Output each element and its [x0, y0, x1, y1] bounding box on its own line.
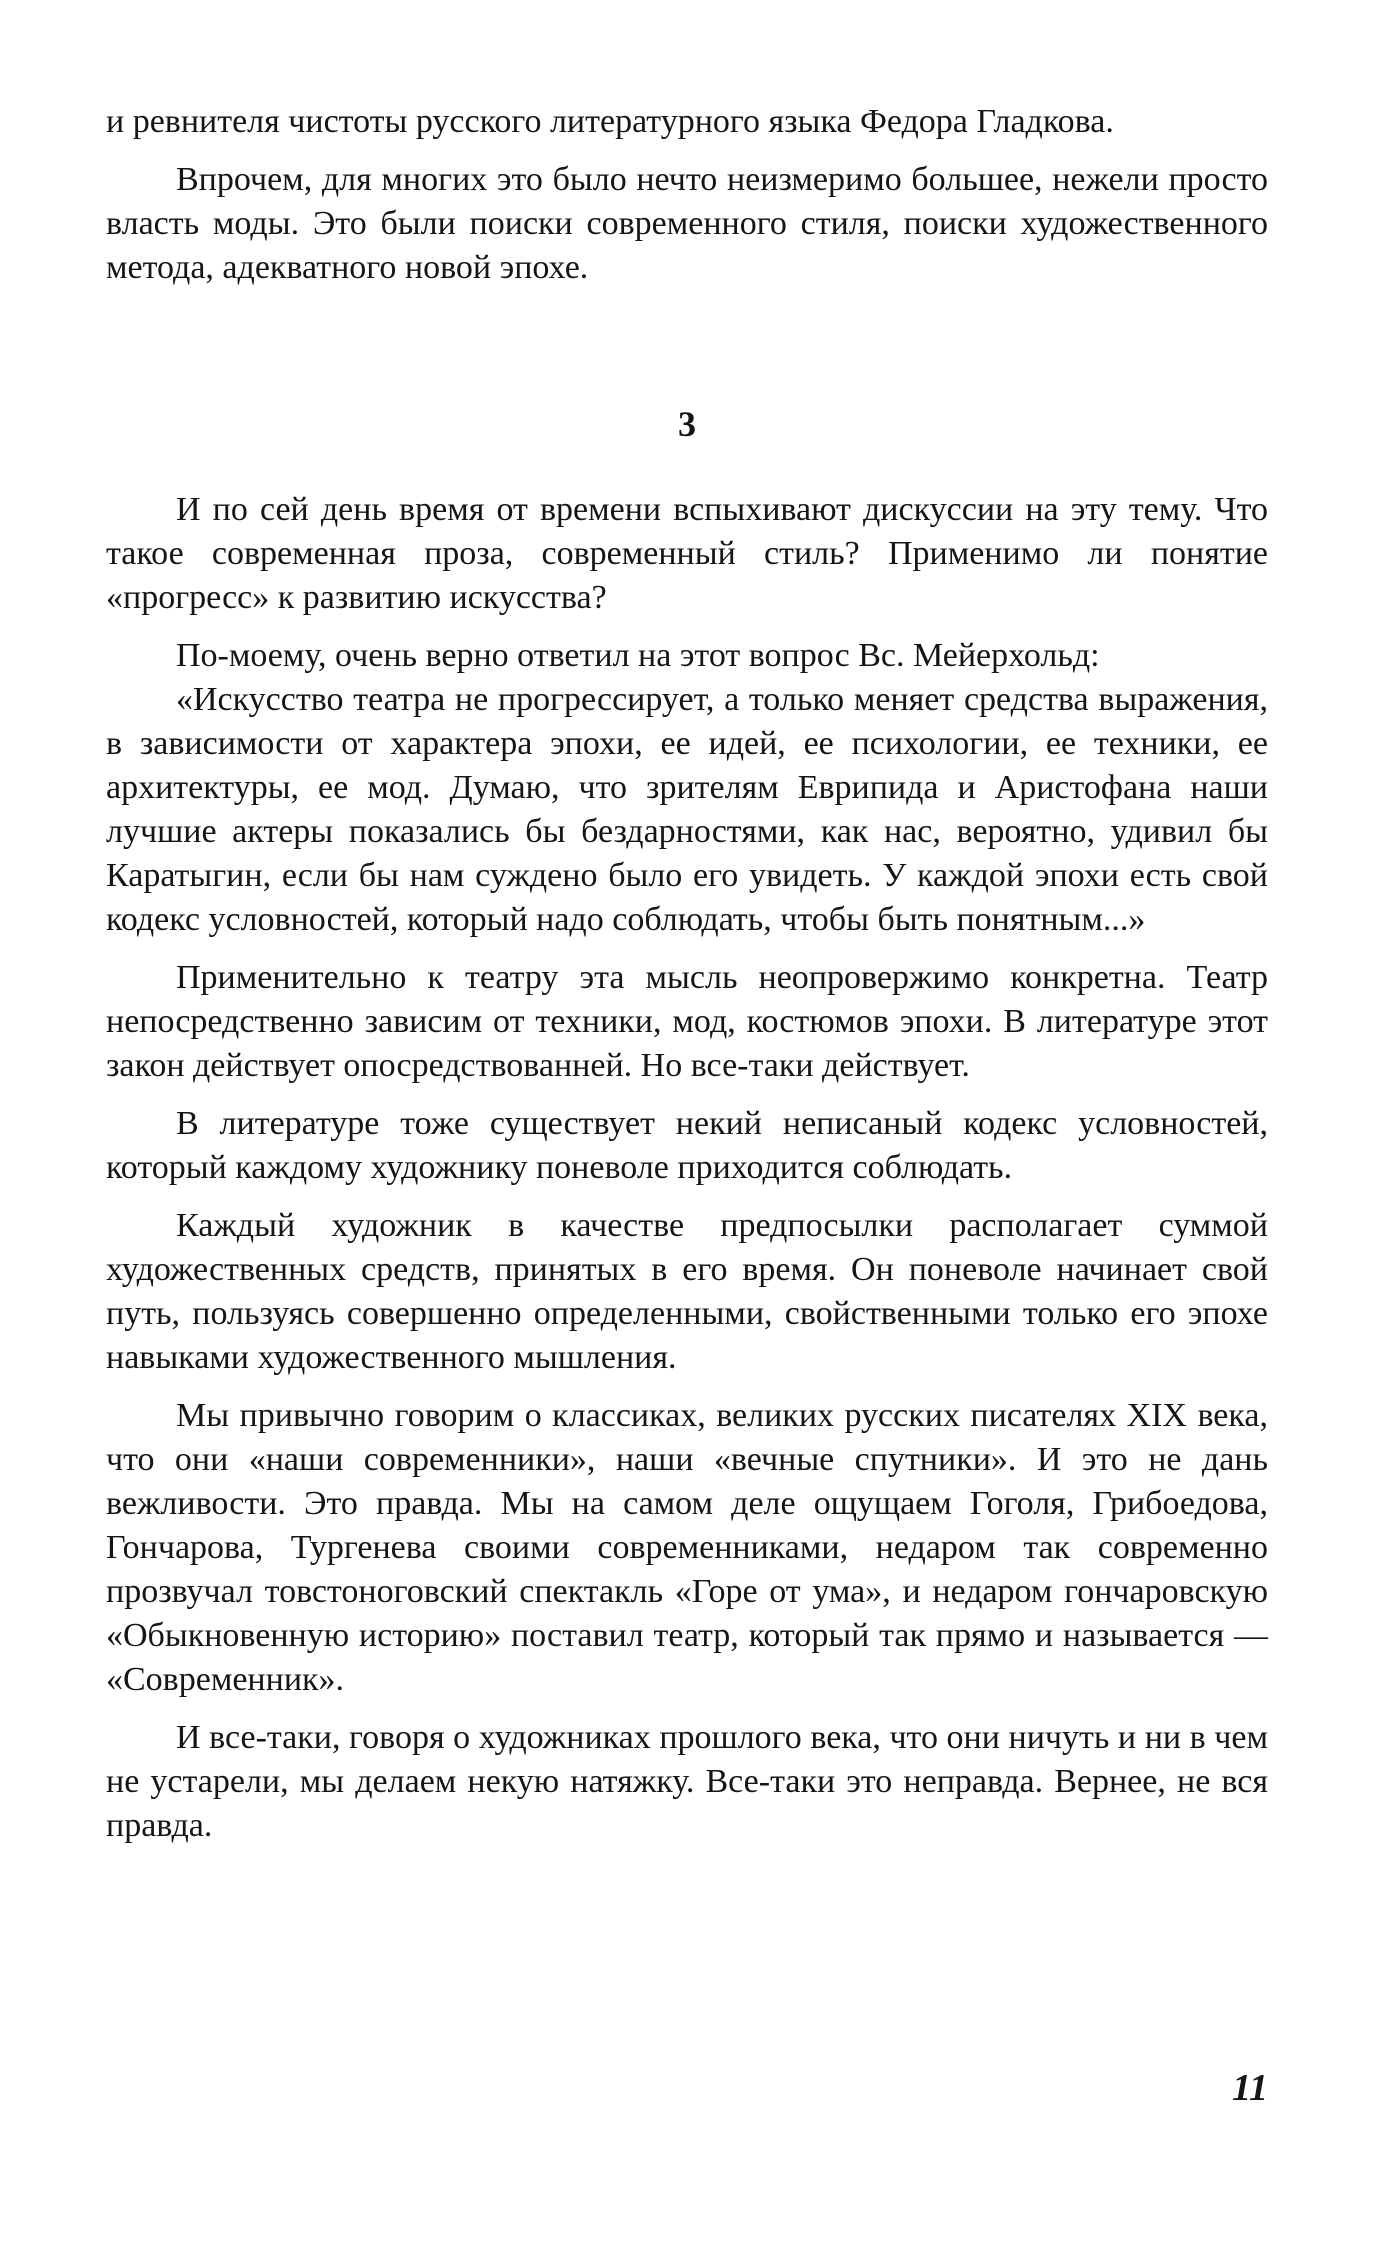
page-body [106, 100, 1268, 1848]
section-number: 3 [678, 404, 696, 444]
paragraph: В литературе тоже существует некий неписаный кодекс условностей, который каждому художнику поневоле приходится соблюдать. [106, 1105, 1268, 1186]
paragraph: И все-таки, говоря о художниках прошлого века, что они ничуть и ни в чем не устарели, мы делаем некую натяжку. Все-таки это неправда. Вернее, не вся правда. [106, 1719, 1268, 1844]
paragraph: Применительно к театру эта мысль неопровержимо конкретна. Театр непосредственно зависим от техники, мод, костюмов эпохи. В литературе этот закон действует опосредствованней. Но все-таки действует. [106, 959, 1268, 1084]
quote-paragraph: «Искусство театра не прогрессирует, а только меняет средства выражения, в зависимости от характера эпохи, ее идей, ее психологии, ее техники, ее архитектуры, ее мод. Думаю, что зрителям Еврипида и Аристофана наши лучшие актеры показались бы бездарностями, как нас, вероятно, удивил бы Каратыгин, если бы нам суждено было его увидеть. У каждой эпохи есть свой кодекс условностей, который надо соблюдать, чтобы быть понятным...» [106, 681, 1268, 938]
page-number: 11 [1232, 2067, 1268, 2109]
paragraph: Впрочем, для многих это было нечто неизмеримо большее, нежели просто власть моды. Это были поиски современного стиля, поиски художественного метода, адекватного новой эпохе. [106, 161, 1268, 286]
paragraph: И по сей день время от времени вспыхивают дискуссии на эту тему. Что такое современная проза, современный стиль? Применимо ли понятие «прогресс» к развитию искусства? [106, 491, 1268, 616]
paragraph-continuation: и ревнителя чистоты русского литературного языка Федора Гладкова. [106, 103, 1114, 140]
paragraph: По-моему, очень верно ответил на этот вопрос Вс. Мейерхольд: [176, 637, 1100, 674]
paragraph: Каждый художник в качестве предпосылки располагает суммой художественных средств, принятых в его время. Он поневоле начинает свой путь, пользуясь совершенно определенными, свойственными только его эпохе навыками художественного мышления. [106, 1207, 1268, 1376]
paragraph: Мы привычно говорим о классиках, великих русских писателях XIX века, что они «наши современники», наши «вечные спутники». И это не дань вежливости. Это правда. Мы на самом деле ощущаем Гоголя, Грибоедова, Гончарова, Тургенева своими современниками, недаром так современно прозвучал товстоноговский спектакль «Горе от ума», и недаром гончаровскую «Обыкновенную историю» поставил театр, который так прямо и называется — «Современник». [106, 1397, 1268, 1698]
